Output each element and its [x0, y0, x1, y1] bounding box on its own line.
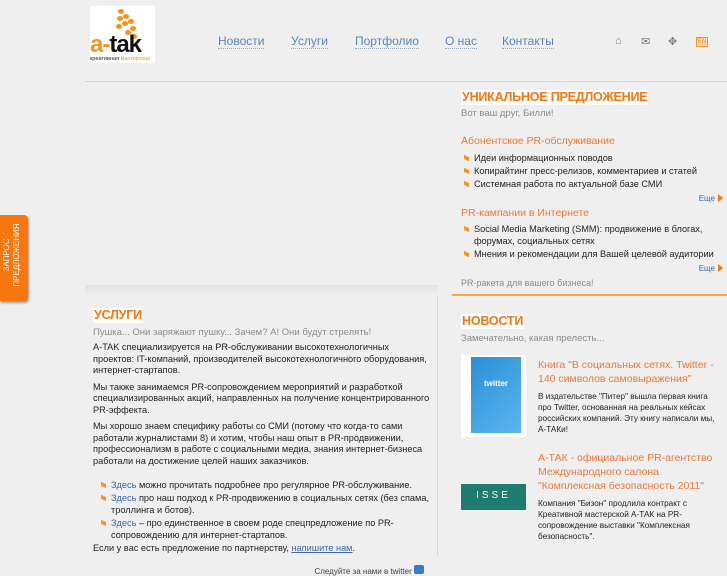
unique-offer-panel: [461, 88, 727, 289]
more-link[interactable]: Еще: [699, 264, 727, 273]
nav-services[interactable]: Услуги: [291, 34, 328, 48]
logo-tagline: креативная мастерская: [90, 56, 151, 62]
book-cover-image[interactable]: twitter: [461, 355, 526, 437]
here-link[interactable]: Здесь: [111, 493, 137, 503]
offer-section-title[interactable]: Абонентское PR-обслуживание: [461, 135, 615, 147]
offer-title: УНИКАЛЬНОЕ ПРЕДЛОЖЕНИЕ: [462, 90, 648, 104]
request-offer-tab[interactable]: ЗАПРОС ПРЕДЛОЖЕНИЯ: [0, 215, 28, 301]
nav-contacts[interactable]: Контакты: [502, 34, 554, 48]
list-item: Здесь – про единственное в своем роде спецпредложение по PR-сопровождению для интернет-стартапов.: [98, 517, 430, 541]
offer-section-title[interactable]: PR-кампании в Интернете: [461, 207, 589, 219]
news-subtitle: Замечательно, какая прелесть...: [461, 333, 605, 344]
write-us-link[interactable]: напишите нам: [291, 543, 353, 553]
list-item: Здесь можно прочитать подробнее про регулярное PR-обслуживание.: [98, 479, 430, 491]
list-item: Идеи информационных поводов: [461, 152, 727, 164]
news-title: НОВОСТИ: [462, 314, 524, 328]
news-text: Компания "Бизон" продлила контракт с Креативной мастерской А-ТАК на PR-сопровождение выставки "Комплексная безопасность".: [538, 499, 690, 541]
news-item: [461, 451, 727, 542]
news-section: [461, 312, 727, 542]
list-item: Мнения и рекомендации для Вашей целевой аудитории: [461, 248, 727, 260]
paragraph: A-TAK специализируется на PR-обслуживании высокотехнологичных проектов: IT-компаний, производителей высокотехнологичного оборудования, интернет-стартапов.: [93, 342, 427, 375]
list-item: Копирайтинг пресс-релизов, комментариев и статей: [461, 165, 727, 177]
twitter-follow[interactable]: Следуйте за нами в twitter: [93, 565, 430, 576]
nav-news[interactable]: Новости: [218, 34, 265, 48]
nav-portfolio[interactable]: Портфолио: [355, 34, 419, 48]
list-item: Системная работа по актуальной базе СМИ: [461, 178, 727, 190]
services-subtitle: Пушка... Они заряжают пушку... Зачем? А! Они будут стрелять!: [93, 327, 372, 338]
isse-logo-image[interactable]: ISSE: [461, 484, 526, 510]
list-item: Social Media Marketing (SMM): продвижение в блогах, форумах, социальных сетях: [461, 223, 727, 247]
mail-icon[interactable]: ✉: [641, 36, 651, 48]
right-column: [461, 88, 727, 542]
nav-about[interactable]: О нас: [445, 34, 477, 48]
offer-subtitle: Вот ваш друг, Билли!: [461, 108, 554, 119]
logo-wordmark: a-tak: [90, 31, 142, 58]
partner-text: Если у вас есть предложение по партнерству, напишите нам.: [93, 543, 356, 553]
paragraph: Мы хорошо знаем специфику работы со СМИ (потому что когда-то сами работали журналистами 8) и хотим, чтобы наш опыт в PR-продвижении, профессионализм в работе с социальными медиа, знания интернет-бизнеса работали на достижение целей наших заказчиков.: [93, 421, 423, 466]
news-headline[interactable]: Книга "В социальных сетях. Twitter - 140 символов самовыражения": [538, 358, 714, 385]
en-language-icon[interactable]: EN: [698, 39, 707, 45]
services-section: [85, 296, 438, 576]
section-divider: [85, 285, 438, 296]
sitemap-icon[interactable]: ✥: [668, 36, 678, 48]
logo[interactable]: [90, 6, 155, 63]
news-headline[interactable]: А-ТАК - официальное PR-агентство Международного салона "Комплексная безопасность 2011": [538, 452, 713, 492]
offer-underline: [452, 294, 727, 296]
offer-footer: PR-ракета для вашего бизнеса!: [461, 278, 594, 288]
header-divider: [85, 81, 727, 82]
news-text: В издательстве "Питер" вышла первая книга про Twitter, основанная на реальных кейсах российских компаний. Эту книгу написали мы, А-ТАКи!: [538, 391, 715, 434]
more-link[interactable]: Еще: [699, 194, 727, 203]
news-item: [461, 355, 727, 437]
paragraph: Мы также занимаемся PR-сопровождением мероприятий и разработкой специализированных акций, направленных на получение концентрированного PR-эффекта.: [93, 381, 430, 415]
here-link[interactable]: Здесь: [111, 480, 137, 490]
home-icon[interactable]: ⌂: [615, 35, 622, 47]
twitter-icon: [414, 565, 424, 574]
list-item: Здесь про наш подход к PR-продвижению в социальных сетях (без спама, троллинга и ботов).: [98, 492, 430, 516]
here-link[interactable]: Здесь: [111, 518, 137, 528]
services-title: УСЛУГИ: [94, 308, 142, 322]
